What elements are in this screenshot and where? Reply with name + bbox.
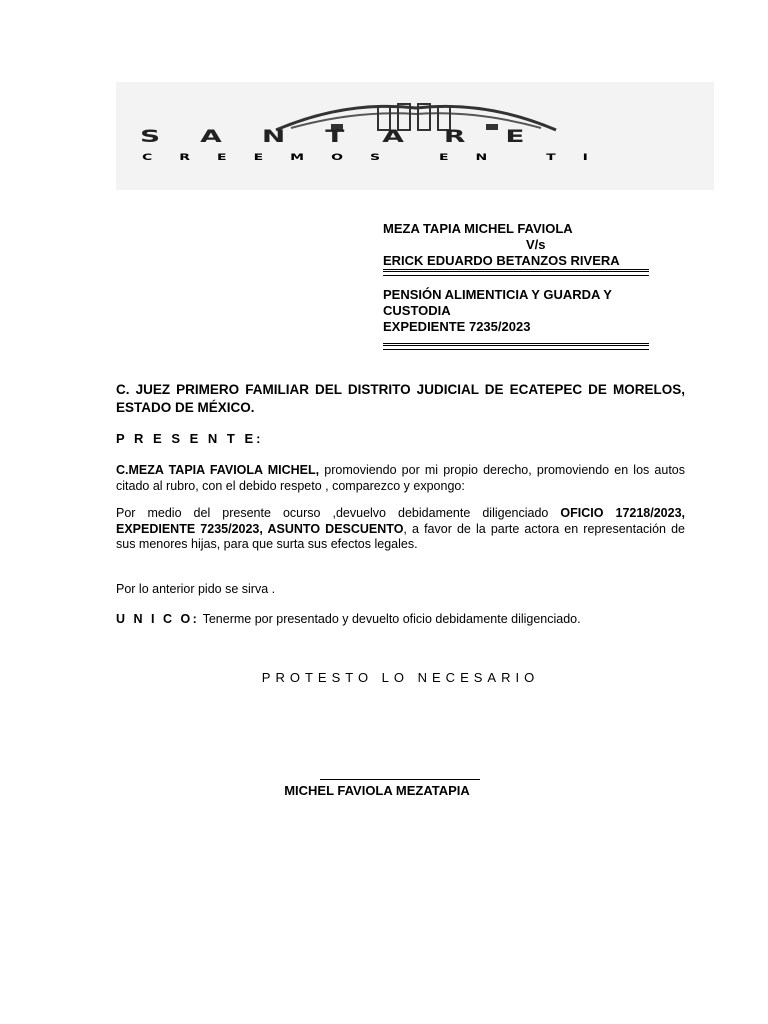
paragraph-2: [116, 506, 685, 553]
case-caption: [383, 221, 663, 269]
paragraph-4-text: Tenerme por presentado y devuelto oficio debidamente diligenciado.: [199, 612, 581, 626]
closing-statement: PROTESTO LO NECESARIO: [261, 670, 540, 685]
signature-name: MICHEL FAVIOLA MEZATAPIA: [284, 783, 470, 798]
addressee: C. JUEZ PRIMERO FAMILIAR DEL DISTRITO JUDICIAL DE ECATEPEC DE MORELOS, ESTADO DE MÉXICO.: [116, 382, 685, 415]
paragraph-1-text: promoviendo por mi propio derecho, promoviendo en los autos citado al rubro, con el debido respeto , comparezco y expongo:: [116, 463, 686, 493]
signature-line: [320, 779, 480, 780]
present-heading: P R E S E N T E:: [116, 431, 264, 446]
brand-name: SANTARE: [140, 126, 565, 146]
caption-divider: [383, 269, 649, 276]
matter-divider: [383, 343, 649, 350]
file-number: EXPEDIENTE 7235/2023: [383, 319, 531, 334]
case-matter: [383, 287, 663, 335]
party-b: ERICK EDUARDO BETANZOS RIVERA: [383, 253, 620, 268]
paragraph-1: [116, 463, 685, 494]
petitioner-name: C.MEZA TAPIA FAVIOLA MICHEL,: [116, 463, 320, 477]
versus-label: V/s: [526, 237, 546, 252]
letterhead-logo: [116, 82, 714, 190]
matter-line-2: CUSTODIA: [383, 303, 451, 318]
matter-line-1: PENSIÓN ALIMENTICIA Y GUARDA Y: [383, 287, 612, 302]
paragraph-2-pre: Por medio del presente ocurso ,devuelvo debidamente diligenciado: [116, 506, 561, 520]
party-a: MEZA TAPIA MICHEL FAVIOLA: [383, 221, 573, 236]
paragraph-4: [116, 612, 685, 628]
paragraph-2-reference: OFICIO 17218/2023, EXPEDIENTE 7235/2023, ASUNTO DESCUENTO: [116, 506, 686, 536]
unico-label: U N I C O:: [116, 612, 200, 626]
brand-tagline: CREEMOS EN TI: [142, 152, 615, 163]
paragraph-3: Por lo anterior pido se sirva .: [116, 582, 276, 596]
paragraph-2-post: , a favor de la parte actora en representación de sus menores hijas, para que surta sus efectos legales.: [116, 521, 685, 551]
